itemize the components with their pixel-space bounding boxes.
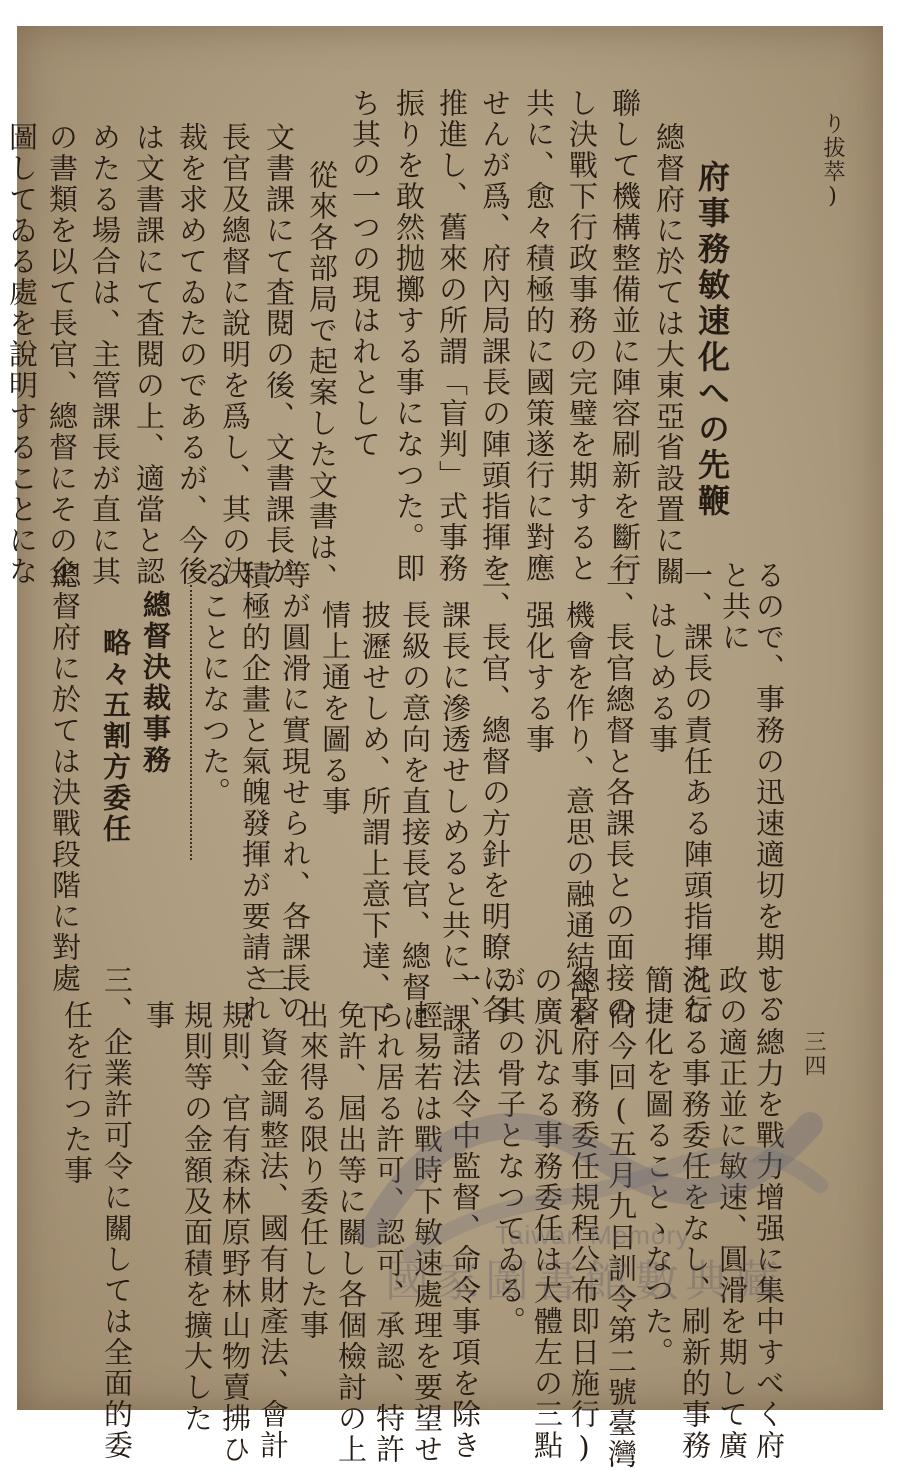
text-line: 一、課長の責任ある陣頭指揮を行: [680, 560, 714, 1025]
text-line: 簡捷化を圖ることゝなつた。: [641, 965, 675, 1368]
text-line: 出來得る限り委任した事: [296, 1000, 330, 1341]
text-line: 總督府に於ては決戰段階に對處: [48, 560, 82, 994]
page-number: 三四: [801, 1030, 826, 1078]
text-line: 等が圓滑に實現せられ、各課長の: [278, 560, 312, 1025]
text-line: 總督府に於ては大東亞省設置に關: [652, 122, 686, 587]
text-line: 文書課にて査閱の後、文書課長が: [262, 122, 296, 587]
text-line: 聯して機構整備並に陣容刷新を斷行: [608, 88, 642, 584]
text-line: 圖してゐる處を說明することにな: [5, 122, 39, 587]
text-line: 二、長官總督と各課長との面接の: [602, 560, 636, 1025]
text-line: が其の骨子となつてゐる。: [493, 965, 527, 1337]
text-line: 機會を作り、意思の融通結合を: [562, 600, 596, 1034]
text-line: 任を行つた事: [60, 1000, 94, 1186]
text-line: 總督府事務委任規程公布即日施行): [567, 965, 601, 1466]
section-subheading: 略々五割方委任: [99, 628, 132, 845]
text-line: と共に: [718, 560, 752, 653]
text-line: 政の適正並に敏速、圓滑を期して廣: [715, 965, 749, 1461]
section-heading-1: 府事務敏速化への先鞭: [693, 160, 731, 520]
text-line: は文書課にて査閱の上、適當と認: [132, 122, 166, 587]
text-line: 長級の意向を直接長官、總督に: [398, 600, 432, 1034]
section-heading-2: 總督決裁事務: [139, 590, 172, 776]
text-line: 汎なる事務委任をなし、刷新的事務: [678, 965, 712, 1461]
text-line: 披瀝せしめ、所謂上意下達、下: [358, 600, 392, 1034]
text-line: 振りを敢然抛擲する事になつた。即: [392, 88, 426, 584]
text-line: ち其の一つの現はれとして: [348, 88, 382, 460]
text-line: 積極的企畫と氣魄發揮が要請され: [238, 560, 272, 1025]
text-line: せんが爲、府內局課長の陣頭指揮を: [478, 88, 512, 584]
text-line: 從來各部局で起案した文書は、: [305, 160, 339, 594]
text-line: 規則、官有森林原野林山物賣拂ひ: [218, 1000, 252, 1465]
text-line: ることになつた。: [198, 560, 232, 808]
text-line: 三、企業許可令に關しては全面的委: [100, 965, 134, 1461]
dotted-divider: [190, 585, 192, 860]
watermark-text-en: Taiwan Memory: [495, 1220, 691, 1250]
text-line: 一、諸法令中監督、命令事項を除き: [448, 965, 482, 1461]
text-line: 輕易若は戰時下敏速處理を要望せ: [410, 1000, 444, 1465]
text-line: 長官及總督に說明を爲し、其の決: [218, 122, 252, 587]
text-line: の廣汎なる事務委任は大體左の三點: [530, 965, 564, 1461]
text-line: られ居る許可、認可、承認、特許: [372, 1000, 406, 1465]
text-line: はしめる事: [645, 600, 679, 755]
text-line: 裁を求めてゐたのであるが、今後: [175, 122, 209, 587]
text-line: 强化する事: [522, 600, 556, 755]
text-line: るので、事務の迅速適切を期する: [752, 560, 786, 1025]
text-line: めたる場合は、主管課長が直に其: [88, 122, 122, 587]
text-line: 免許、屆出等に關し各個檢討の上: [334, 1000, 368, 1465]
text-line: 三、長官、總督の方針を明瞭に各: [478, 560, 512, 1025]
text-line: 共に、愈々積極的に國策遂行に對應: [522, 88, 556, 584]
text-line: 事: [142, 1000, 176, 1031]
fragment-text: り拔萃): [820, 112, 845, 211]
text-line: 推進し、舊來の所謂「盲判」式事務: [435, 88, 469, 584]
text-line: 二、資金調整法、國有財產法、會計: [256, 965, 290, 1461]
text-line: し、總力を戰力增强に集中すべく府: [752, 965, 786, 1461]
text-line: し決戰下行政事務の完璧を期すると: [565, 88, 599, 584]
text-line: 尙今回(五月九日訓令第二號臺灣: [604, 1000, 638, 1470]
text-line: 情上通を圖る事: [318, 600, 352, 817]
text-line: 課長に滲透せしめると共に、課: [438, 600, 472, 1034]
watermark-text-zh: 國家圖書館數典藏: [385, 1256, 785, 1307]
text-line: 規則等の金額及面積を擴大した: [180, 1000, 214, 1434]
text-line: の書類を以て長官、總督にその企: [45, 122, 79, 587]
